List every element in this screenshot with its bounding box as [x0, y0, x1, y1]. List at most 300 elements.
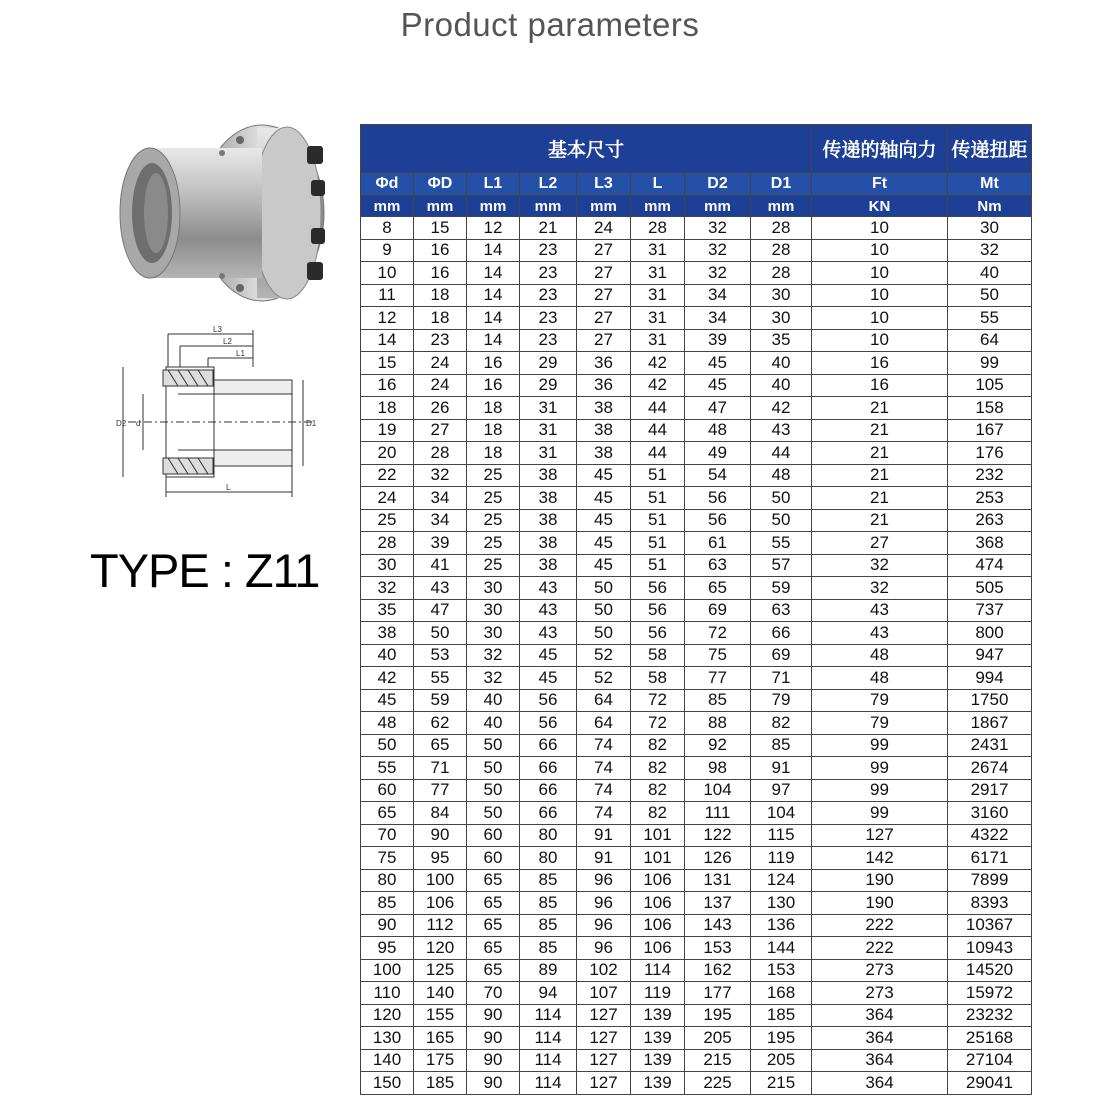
table-cell: 28 — [751, 239, 812, 262]
table-cell: 90 — [467, 1027, 520, 1050]
header-basic-dimensions: 基本尺寸 — [361, 125, 812, 173]
drawing-label-l1: L1 — [236, 349, 245, 358]
table-cell: 66 — [520, 734, 577, 757]
table-cell: 55 — [751, 532, 812, 555]
table-row — [361, 712, 1032, 735]
table-row — [361, 1004, 1032, 1027]
table-cell: 45 — [520, 644, 577, 667]
column-symbol: Mt — [948, 173, 1032, 196]
table-cell: 55 — [948, 307, 1032, 330]
table-cell: 14 — [467, 262, 520, 285]
table-row — [361, 982, 1032, 1005]
table-cell: 104 — [685, 779, 751, 802]
table-cell: 71 — [751, 667, 812, 690]
table-cell: 48 — [361, 712, 414, 735]
table-row — [361, 802, 1032, 825]
table-cell: 225 — [685, 1072, 751, 1095]
table-cell: 4322 — [948, 824, 1032, 847]
table-cell: 30 — [467, 599, 520, 622]
table-cell: 106 — [414, 892, 467, 915]
table-cell: 45 — [685, 352, 751, 375]
table-cell: 18 — [467, 442, 520, 465]
table-cell: 140 — [414, 982, 467, 1005]
table-cell: 65 — [467, 869, 520, 892]
table-cell: 44 — [631, 397, 685, 420]
spec-table — [360, 124, 1032, 1095]
table-cell: 23 — [520, 262, 577, 285]
table-cell: 27 — [577, 329, 631, 352]
table-cell: 23 — [520, 329, 577, 352]
table-cell: 25 — [467, 554, 520, 577]
table-cell: 50 — [577, 599, 631, 622]
table-row — [361, 937, 1032, 960]
table-cell: 155 — [414, 1004, 467, 1027]
table-cell: 10 — [812, 239, 948, 262]
table-cell: 85 — [361, 892, 414, 915]
drawing-label-d: d — [136, 419, 141, 428]
table-cell: 106 — [631, 914, 685, 937]
table-row — [361, 1072, 1032, 1095]
table-cell: 195 — [751, 1027, 812, 1050]
table-cell: 21 — [812, 419, 948, 442]
table-cell: 25 — [467, 509, 520, 532]
table-cell: 19 — [361, 419, 414, 442]
table-cell: 82 — [631, 757, 685, 780]
column-unit: KN — [812, 196, 948, 217]
table-row — [361, 779, 1032, 802]
table-cell: 57 — [751, 554, 812, 577]
table-cell: 14 — [467, 307, 520, 330]
table-cell: 42 — [631, 374, 685, 397]
product-photo — [112, 118, 327, 308]
table-cell: 222 — [812, 937, 948, 960]
table-cell: 21 — [812, 397, 948, 420]
table-cell: 140 — [361, 1049, 414, 1072]
table-cell: 85 — [520, 869, 577, 892]
table-cell: 55 — [414, 667, 467, 690]
table-cell: 18 — [414, 284, 467, 307]
table-cell: 31 — [631, 262, 685, 285]
table-cell: 24 — [361, 487, 414, 510]
table-cell: 50 — [467, 757, 520, 780]
table-cell: 2431 — [948, 734, 1032, 757]
table-cell: 737 — [948, 599, 1032, 622]
table-cell: 95 — [414, 847, 467, 870]
table-cell: 153 — [685, 937, 751, 960]
table-cell: 122 — [685, 824, 751, 847]
table-cell: 90 — [467, 1049, 520, 1072]
table-cell: 474 — [948, 554, 1032, 577]
table-cell: 48 — [751, 464, 812, 487]
column-unit: mm — [751, 196, 812, 217]
header-axial-force: 传递的轴向力 — [812, 125, 948, 173]
table-cell: 38 — [577, 442, 631, 465]
table-cell: 7899 — [948, 869, 1032, 892]
column-unit: mm — [361, 196, 414, 217]
table-cell: 253 — [948, 487, 1032, 510]
column-symbol: L — [631, 173, 685, 196]
table-cell: 126 — [685, 847, 751, 870]
table-cell: 51 — [631, 532, 685, 555]
table-cell: 368 — [948, 532, 1032, 555]
table-cell: 66 — [520, 757, 577, 780]
table-cell: 82 — [751, 712, 812, 735]
table-cell: 45 — [685, 374, 751, 397]
table-cell: 44 — [631, 419, 685, 442]
drawing-label-l2: L2 — [223, 337, 232, 346]
table-cell: 364 — [812, 1049, 948, 1072]
table-cell: 39 — [414, 532, 467, 555]
table-row — [361, 734, 1032, 757]
table-cell: 10 — [812, 262, 948, 285]
table-row — [361, 689, 1032, 712]
table-cell: 60 — [467, 824, 520, 847]
table-cell: 27 — [812, 532, 948, 555]
table-cell: 114 — [520, 1072, 577, 1095]
table-cell: 139 — [631, 1049, 685, 1072]
table-cell: 100 — [361, 959, 414, 982]
table-cell: 79 — [812, 689, 948, 712]
table-cell: 168 — [751, 982, 812, 1005]
table-cell: 9 — [361, 239, 414, 262]
table-cell: 90 — [467, 1072, 520, 1095]
table-cell: 35 — [751, 329, 812, 352]
table-cell: 162 — [685, 959, 751, 982]
table-cell: 106 — [631, 869, 685, 892]
table-cell: 91 — [577, 847, 631, 870]
table-cell: 52 — [577, 667, 631, 690]
table-cell: 38 — [520, 554, 577, 577]
table-cell: 131 — [685, 869, 751, 892]
table-cell: 85 — [685, 689, 751, 712]
table-row — [361, 1049, 1032, 1072]
table-cell: 50 — [467, 779, 520, 802]
table-cell: 71 — [414, 757, 467, 780]
column-symbol: L3 — [577, 173, 631, 196]
table-cell: 31 — [520, 397, 577, 420]
table-row — [361, 442, 1032, 465]
table-cell: 64 — [577, 689, 631, 712]
table-cell: 74 — [577, 802, 631, 825]
table-cell: 215 — [751, 1072, 812, 1095]
table-cell: 14 — [467, 239, 520, 262]
table-row — [361, 239, 1032, 262]
table-cell: 38 — [361, 622, 414, 645]
table-cell: 80 — [520, 847, 577, 870]
table-cell: 2917 — [948, 779, 1032, 802]
table-cell: 50 — [577, 622, 631, 645]
table-cell: 28 — [751, 217, 812, 240]
symbol-row — [361, 173, 1032, 196]
table-cell: 74 — [577, 757, 631, 780]
table-cell: 50 — [577, 577, 631, 600]
table-cell: 48 — [812, 667, 948, 690]
table-cell: 130 — [751, 892, 812, 915]
table-cell: 80 — [361, 869, 414, 892]
table-cell: 31 — [520, 419, 577, 442]
table-cell: 23 — [520, 284, 577, 307]
table-cell: 32 — [812, 577, 948, 600]
table-cell: 51 — [631, 509, 685, 532]
table-cell: 60 — [361, 779, 414, 802]
table-cell: 10 — [812, 329, 948, 352]
column-unit: mm — [520, 196, 577, 217]
table-row — [361, 757, 1032, 780]
table-cell: 222 — [812, 914, 948, 937]
table-row — [361, 464, 1032, 487]
table-cell: 38 — [520, 532, 577, 555]
table-cell: 127 — [577, 1072, 631, 1095]
table-cell: 59 — [751, 577, 812, 600]
table-cell: 3160 — [948, 802, 1032, 825]
drawing-label-l3: L3 — [213, 325, 222, 334]
table-cell: 120 — [361, 1004, 414, 1027]
table-cell: 32 — [414, 464, 467, 487]
table-cell: 10 — [361, 262, 414, 285]
table-cell: 38 — [577, 397, 631, 420]
table-cell: 40 — [467, 689, 520, 712]
column-unit: Nm — [948, 196, 1032, 217]
table-row — [361, 509, 1032, 532]
table-cell: 50 — [467, 802, 520, 825]
table-cell: 2674 — [948, 757, 1032, 780]
table-cell: 137 — [685, 892, 751, 915]
table-cell: 49 — [685, 442, 751, 465]
table-cell: 66 — [520, 802, 577, 825]
table-cell: 40 — [361, 644, 414, 667]
table-cell: 50 — [751, 509, 812, 532]
table-body — [361, 217, 1032, 1095]
table-cell: 65 — [685, 577, 751, 600]
table-cell: 63 — [685, 554, 751, 577]
table-cell: 127 — [812, 824, 948, 847]
table-cell: 14 — [467, 329, 520, 352]
table-cell: 40 — [751, 374, 812, 397]
table-cell: 195 — [685, 1004, 751, 1027]
table-cell: 52 — [577, 644, 631, 667]
column-symbol: D2 — [685, 173, 751, 196]
table-cell: 89 — [520, 959, 577, 982]
table-row — [361, 307, 1032, 330]
table-cell: 32 — [812, 554, 948, 577]
table-cell: 110 — [361, 982, 414, 1005]
table-cell: 119 — [631, 982, 685, 1005]
table-row — [361, 644, 1032, 667]
table-cell: 29 — [520, 352, 577, 375]
column-symbol: Φd — [361, 173, 414, 196]
table-cell: 45 — [577, 487, 631, 510]
column-symbol: ΦD — [414, 173, 467, 196]
table-cell: 94 — [520, 982, 577, 1005]
table-cell: 32 — [685, 239, 751, 262]
table-cell: 27 — [577, 239, 631, 262]
table-cell: 85 — [751, 734, 812, 757]
table-cell: 30 — [948, 217, 1032, 240]
drawing-label-d2: D2 — [116, 419, 127, 428]
table-cell: 43 — [414, 577, 467, 600]
table-cell: 25 — [361, 509, 414, 532]
table-cell: 69 — [751, 644, 812, 667]
table-cell: 75 — [685, 644, 751, 667]
table-cell: 66 — [751, 622, 812, 645]
table-cell: 80 — [520, 824, 577, 847]
column-unit: mm — [685, 196, 751, 217]
page-title: Product parameters — [400, 6, 700, 43]
table-cell: 100 — [414, 869, 467, 892]
table-cell: 127 — [577, 1049, 631, 1072]
table-cell: 190 — [812, 869, 948, 892]
table-cell: 18 — [361, 397, 414, 420]
table-cell: 65 — [361, 802, 414, 825]
table-cell: 95 — [361, 937, 414, 960]
table-cell: 12 — [467, 217, 520, 240]
table-cell: 34 — [685, 307, 751, 330]
table-cell: 56 — [631, 577, 685, 600]
table-cell: 24 — [577, 217, 631, 240]
table-cell: 124 — [751, 869, 812, 892]
table-row — [361, 667, 1032, 690]
table-cell: 82 — [631, 734, 685, 757]
table-row — [361, 532, 1032, 555]
table-cell: 14 — [467, 284, 520, 307]
table-cell: 190 — [812, 892, 948, 915]
table-cell: 64 — [948, 329, 1032, 352]
table-cell: 31 — [631, 329, 685, 352]
table-cell: 79 — [751, 689, 812, 712]
table-cell: 27 — [414, 419, 467, 442]
table-cell: 27 — [577, 284, 631, 307]
table-cell: 63 — [751, 599, 812, 622]
table-cell: 185 — [751, 1004, 812, 1027]
table-cell: 34 — [414, 487, 467, 510]
table-cell: 947 — [948, 644, 1032, 667]
table-cell: 42 — [631, 352, 685, 375]
table-row — [361, 892, 1032, 915]
table-cell: 120 — [414, 937, 467, 960]
table-cell: 119 — [751, 847, 812, 870]
table-cell: 99 — [812, 802, 948, 825]
table-cell: 18 — [467, 419, 520, 442]
table-cell: 90 — [414, 824, 467, 847]
table-cell: 40 — [751, 352, 812, 375]
table-cell: 43 — [520, 599, 577, 622]
table-cell: 90 — [361, 914, 414, 937]
table-cell: 47 — [414, 599, 467, 622]
table-cell: 16 — [812, 352, 948, 375]
table-cell: 8 — [361, 217, 414, 240]
column-symbol: D1 — [751, 173, 812, 196]
table-cell: 167 — [948, 419, 1032, 442]
table-cell: 27 — [577, 262, 631, 285]
table-cell: 107 — [577, 982, 631, 1005]
table-cell: 51 — [631, 464, 685, 487]
table-cell: 25168 — [948, 1027, 1032, 1050]
table-cell: 27104 — [948, 1049, 1032, 1072]
table-cell: 25 — [467, 532, 520, 555]
table-cell: 24 — [414, 374, 467, 397]
unit-row — [361, 196, 1032, 217]
table-cell: 21 — [812, 487, 948, 510]
table-cell: 23 — [520, 239, 577, 262]
table-cell: 50 — [751, 487, 812, 510]
table-cell: 14 — [361, 329, 414, 352]
table-cell: 22 — [361, 464, 414, 487]
table-cell: 32 — [685, 217, 751, 240]
table-cell: 505 — [948, 577, 1032, 600]
table-cell: 61 — [685, 532, 751, 555]
table-cell: 51 — [631, 487, 685, 510]
table-cell: 88 — [685, 712, 751, 735]
table-cell: 50 — [361, 734, 414, 757]
table-cell: 205 — [685, 1027, 751, 1050]
table-cell: 29041 — [948, 1072, 1032, 1095]
table-cell: 127 — [577, 1027, 631, 1050]
table-cell: 65 — [467, 937, 520, 960]
table-row — [361, 577, 1032, 600]
table-row — [361, 374, 1032, 397]
table-cell: 139 — [631, 1027, 685, 1050]
table-cell: 112 — [414, 914, 467, 937]
table-cell: 23 — [520, 307, 577, 330]
table-cell: 74 — [577, 734, 631, 757]
column-unit: mm — [631, 196, 685, 217]
table-cell: 75 — [361, 847, 414, 870]
table-cell: 66 — [520, 779, 577, 802]
table-cell: 91 — [577, 824, 631, 847]
table-cell: 43 — [812, 599, 948, 622]
table-cell: 42 — [751, 397, 812, 420]
table-cell: 43 — [751, 419, 812, 442]
table-cell: 45 — [577, 464, 631, 487]
table-cell: 54 — [685, 464, 751, 487]
table-cell: 25 — [467, 487, 520, 510]
table-cell: 176 — [948, 442, 1032, 465]
table-cell: 36 — [577, 352, 631, 375]
table-cell: 16 — [467, 352, 520, 375]
table-cell: 77 — [414, 779, 467, 802]
table-row — [361, 419, 1032, 442]
table-cell: 25 — [467, 464, 520, 487]
table-cell: 39 — [685, 329, 751, 352]
table-cell: 38 — [577, 419, 631, 442]
column-unit: mm — [414, 196, 467, 217]
table-cell: 56 — [685, 509, 751, 532]
table-cell: 31 — [631, 284, 685, 307]
table-cell: 79 — [812, 712, 948, 735]
table-cell: 51 — [631, 554, 685, 577]
drawing-label-d1: D1 — [306, 419, 317, 428]
table-cell: 34 — [414, 509, 467, 532]
table-cell: 800 — [948, 622, 1032, 645]
table-cell: 40 — [948, 262, 1032, 285]
table-cell: 150 — [361, 1072, 414, 1095]
table-cell: 29 — [520, 374, 577, 397]
table-cell: 15 — [414, 217, 467, 240]
table-cell: 38 — [520, 487, 577, 510]
table-cell: 77 — [685, 667, 751, 690]
table-cell: 44 — [751, 442, 812, 465]
table-cell: 102 — [577, 959, 631, 982]
table-cell: 23232 — [948, 1004, 1032, 1027]
table-cell: 99 — [948, 352, 1032, 375]
table-cell: 90 — [467, 1004, 520, 1027]
table-cell: 98 — [685, 757, 751, 780]
table-cell: 215 — [685, 1049, 751, 1072]
table-cell: 16 — [361, 374, 414, 397]
table-cell: 130 — [361, 1027, 414, 1050]
table-cell: 136 — [751, 914, 812, 937]
table-cell: 139 — [631, 1072, 685, 1095]
